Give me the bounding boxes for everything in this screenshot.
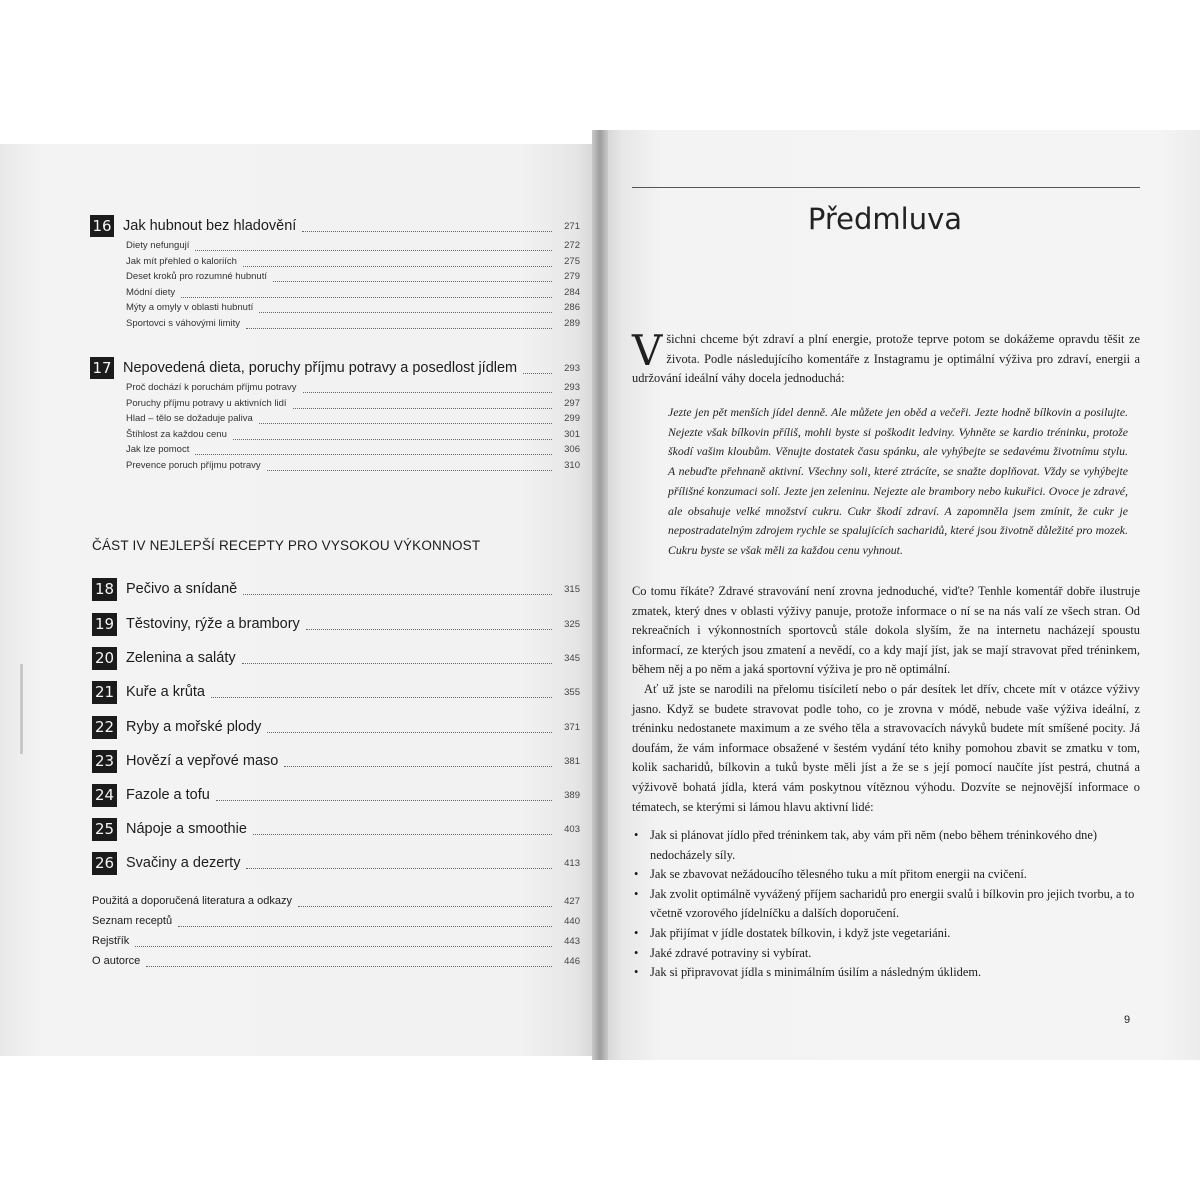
bullet-item: • Jak zvolit optimálně vyvážený příjem sacharidů pro energii svalů i bílkovin pro jejich tvorbu, a to včetně vzorového jídelníčku a dalších doporučení. [632,885,1142,924]
page-ref: 325 [564,618,580,630]
leader-dots [146,956,552,967]
leader-dots [253,824,552,835]
page-ref: 286 [564,302,580,314]
chapter-title: Těstoviny, rýže a brambory [126,616,300,632]
leader-dots [246,858,552,869]
chapter-title: Svačiny a dezerty [126,855,241,871]
leader-dots [298,896,552,907]
page-ref: 345 [564,652,580,664]
chapter-title: Fazole a tofu [126,787,210,803]
toc-chapter-26[interactable] [92,850,580,876]
bullet-item: • Jak přijímat v jídle dostatek bílkovin, i když jste vegetariáni. [632,924,1142,944]
page-ref: 299 [564,413,580,425]
section-title: Sportovci s váhovými limity [126,317,241,329]
chapter-title: Pečivo a snídaně [126,581,238,597]
leader-dots [135,936,552,947]
toc-back-matter-item[interactable] [92,952,580,970]
leader-dots [178,916,552,927]
toc-chapter-20[interactable] [92,645,580,671]
section-title: Deset kroků pro rozumné hubnutí [126,271,267,283]
bullet-item: • Jak si připravovat jídla s minimálním úsilím a následným úklidem. [632,963,1142,983]
leader-dots [267,460,552,471]
page-title: Předmluva [807,202,963,236]
leader-dots [211,687,552,698]
leader-dots [302,221,552,232]
toc-chapter-18[interactable] [92,576,580,602]
section-title: Jak lze pomoct [126,444,190,456]
chapter-title: Kuře a krůta [126,684,205,700]
chapter-title: Nepovedená dieta, poruchy příjmu potravy a posedlost jídlem [123,360,518,376]
page-ref: 389 [564,789,580,801]
page-ref: 275 [564,255,580,267]
chapter-number-badge: 26 [92,852,117,875]
drop-cap: V [632,326,663,375]
leader-dots [243,256,552,267]
instagram-quote: Jezte jen pět menších jídel denně. Ale můžete jen oběd a večeři. Jezte hodně bílkovin a posilujte. Nejezte však bílkovin příliš, mohli byste si poškodit ledviny. Vyhněte se kardio tréninku, protože škodí vašim kloubům. Věnujte dostatek času spánku, ale vyhýbejte se sedavému životnímu stylu. A nebuďte přehnaně aktivní. Všechny soli, které ztrácíte, se snažte doplňovat. Vždy se vyhýbejte přílišné konzumaci solí. Jezte jen zeleninu. Nejezte ale brambory nebo kukuřici. Ovoce je zdravé, ale obsahuje velké množství cukru. Cukr škodí zdraví. A zapomněla jsem zmínit, že cukr je nepostradatelným zdrojem rychle se spalujících sacharidů, které jsou životně důležité pro mozek. Cukru byste se však měli za každou cenu vyhnout. [668,405,1128,557]
section-title: Mýty a omyly v oblasti hubnutí [126,302,254,314]
chapter-number-badge: 20 [92,647,117,670]
bullet-item: • Jaké zdravé potraviny si vybírat. [632,944,1142,964]
leader-dots [246,318,552,329]
chapter-title: Nápoje a smoothie [126,821,247,837]
leader-dots [181,287,552,298]
section-title: Hlad – tělo se dožaduje paliva [126,413,253,425]
intro-text: šichni chceme být zdraví a plní energie, protože teprve potom se dokážeme opravdu těšit ze života. Podle následujícího komentáře z Instagramu je optimální výživa pro zdraví, energii a udržování ideální váhy docela jednoduchá: [632,332,1140,386]
page-ref: 310 [564,459,580,471]
leader-dots [293,398,552,409]
page-ref: 443 [564,935,580,947]
section-title: Jak mít přehled o kaloriích [126,255,237,267]
page-ref: 315 [564,583,580,595]
page-ref: 371 [564,721,580,733]
page-ref: 293 [564,362,580,374]
open-book [0,130,1200,1070]
page-ref: 279 [564,271,580,283]
bullet-item: • Jak si plánovat jídlo před tréninkem tak, aby vám při něm (nebo během tréninkového dne) nedocházely síly. [632,826,1142,865]
chapter-title: Jak hubnout bez hladovění [123,218,297,234]
toc-chapter-24[interactable] [92,782,580,808]
chapter-title: Ryby a mořské plody [126,719,262,735]
part-heading: ČÁST IV NEJLEPŠÍ RECEPTY PRO VYSOKOU VÝKONNOST [92,538,481,553]
page-ref: 440 [564,915,580,927]
toc-section[interactable] [126,396,580,412]
chapter-number-badge: 23 [92,750,117,773]
leader-dots [233,429,552,440]
page-ref: 284 [564,286,580,298]
page-number: 9 [1124,1014,1131,1026]
bullet-item: • Jak se zbavovat nežádoucího tělesného tuku a mít přitom energii na cvičení. [632,865,1142,885]
header-rule [632,187,1140,188]
toc-chapter-23[interactable] [92,748,580,774]
page-ref: 446 [564,955,580,967]
toc-back-matter-item[interactable] [92,932,580,950]
intro-paragraph [632,326,1140,389]
page-ref: 289 [564,317,580,329]
toc-section[interactable] [126,411,580,427]
page-ref: 306 [564,444,580,456]
page-ref: 381 [564,755,580,767]
page-ref: 301 [564,428,580,440]
leader-dots [273,271,552,282]
left-page-table-of-contents [0,144,600,1056]
page-ref: 427 [564,895,580,907]
page-ref: 297 [564,397,580,409]
section-title: Diety nefungují [126,240,190,252]
chapter-number-badge: 21 [92,681,117,704]
back-matter-title: O autorce [92,955,141,967]
chapter-number-badge: 24 [92,784,117,807]
section-title: Poruchy příjmu potravy u aktivních lidí [126,397,287,409]
toc-section[interactable] [126,285,580,301]
leader-dots [216,790,552,801]
leader-dots [195,444,552,455]
page-ref: 271 [564,220,580,232]
page-ref: 403 [564,823,580,835]
toc-back-matter-item[interactable] [92,892,580,910]
section-title: Prevence poruch příjmu potravy [126,459,261,471]
chapter-number-badge: 22 [92,716,117,739]
toc-section[interactable] [126,442,580,458]
chapter-number-badge: 25 [92,818,117,841]
chapter-number-badge: 16 [90,215,114,237]
toc-section[interactable] [126,300,580,316]
leader-dots [259,413,552,424]
toc-section[interactable] [126,427,580,443]
toc-chapter-17[interactable] [90,356,580,473]
book-spine [592,130,608,1060]
toc-section[interactable] [126,269,580,285]
page-ref: 293 [564,382,580,394]
leader-dots [267,722,552,733]
page-ref: 355 [564,686,580,698]
body-paragraph: Ať už jste se narodili na přelomu tisíciletí nebo o pár desítek let dřív, chcete mít v otázce výživy jasno. Když se budete stravovat podle toho, co je zrovna v módě, nebude vaše výživa ideální, z tréninku nedostanete maximum a ze svého těla a stravovacích návyků budete mít smíšené pocity. Já doufám, že vám informace obsažené v šestém vydání této knihy pomohou zbavit se zmatku v tom, kolik sacharidů, bílkovin a tuků byste měli jíst a že se s její pomocí naučíte jíst pestrá, chutná a výživově bohatá jídla, která vám poskytnou vítěznou výhodu. Dozvíte se nejnovější informace o tématech, se kterými si lámou hlavu aktivní lidé: [632,682,1140,814]
chapter-title: Hovězí a vepřové maso [126,753,279,769]
section-title: Módní diety [126,286,176,298]
toc-section[interactable] [126,316,580,332]
body-paragraph: Co tomu říkáte? Zdravé stravování není zrovna jednoduché, viďte? Tenhle komentář dobře ilustruje zmatek, který dnes v oblasti výživy panuje, protože informace o ní se na nás valí ze všech stran. Od rekreačních i výkonnostních sportovců stále dokola slyším, že na internetu nacházejí spoustu informací, ze kterých jsou zmatení a nevědí, co a kdy mají jíst, jak se mají stravovat před tréninkem, během něj a po něm a jaká sportovní výživa je pro ně optimální. [632,584,1140,677]
back-matter-title: Rejstřík [92,935,130,947]
toc-section[interactable] [126,238,580,254]
back-matter-title: Seznam receptů [92,915,173,927]
chapter-number-badge: 17 [90,357,114,379]
section-title: Štíhlost za každou cenu [126,428,227,440]
leader-dots [242,653,552,664]
toc-chapter-22[interactable] [92,714,580,740]
page-ref: 413 [564,857,580,869]
toc-section[interactable] [126,380,580,396]
toc-chapter-25[interactable] [92,816,580,842]
leader-dots [259,302,552,313]
toc-section[interactable] [126,458,580,474]
chapter-number-badge: 19 [92,613,117,636]
leader-dots [303,382,552,393]
back-matter-title: Použitá a doporučená literatura a odkazy [92,895,292,907]
leader-dots [243,584,552,595]
page-edge-shadow [20,664,23,754]
toc-section[interactable] [126,254,580,270]
toc-chapter-21[interactable] [92,679,580,705]
toc-chapter-19[interactable] [92,611,580,637]
leader-dots [523,363,552,374]
leader-dots [195,240,552,251]
page-ref: 272 [564,240,580,252]
chapter-number-badge: 18 [92,578,117,601]
toc-chapter-16[interactable] [90,214,580,331]
leader-dots [284,756,552,767]
toc-back-matter-item[interactable] [92,912,580,930]
chapter-title: Zelenina a saláty [126,650,236,666]
leader-dots [306,619,552,630]
section-title: Proč dochází k poruchám příjmu potravy [126,382,297,394]
bullet-list [632,826,1142,983]
